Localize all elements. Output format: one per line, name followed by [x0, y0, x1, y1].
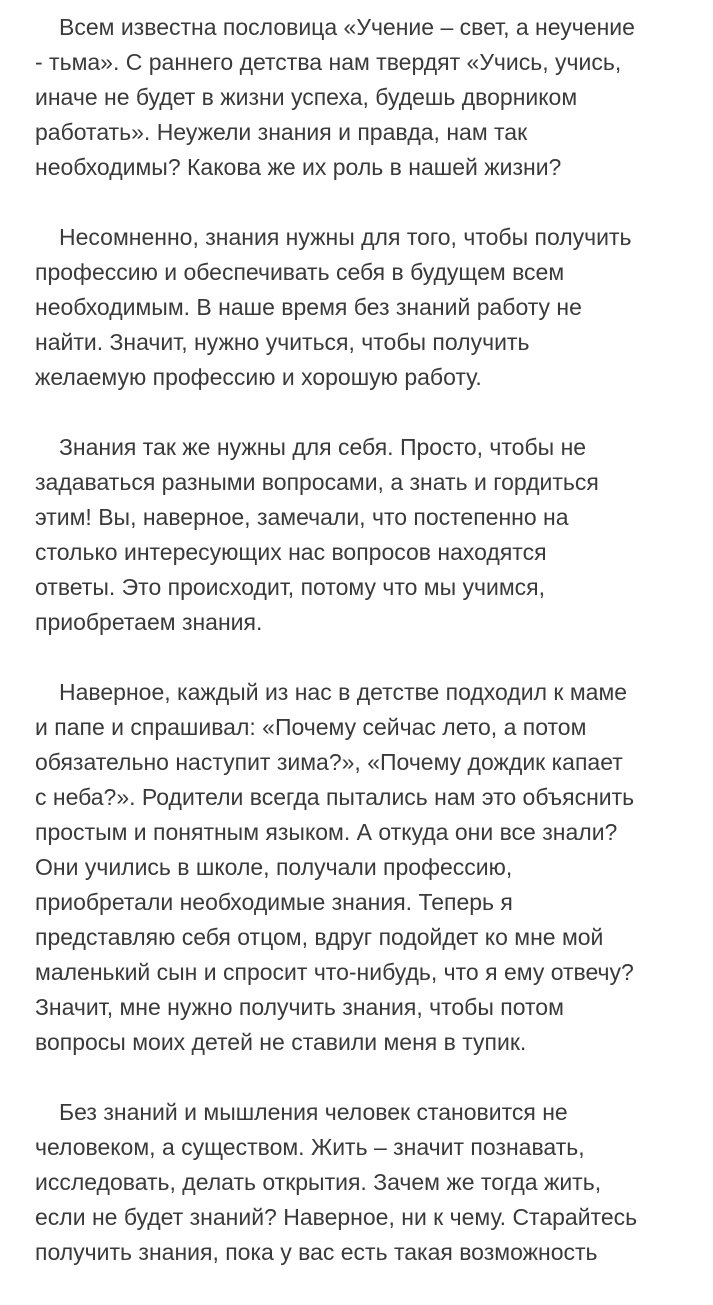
text-line: найти. Значит, нужно учиться, чтобы получить	[35, 329, 530, 355]
text-line: простым и понятным языком. А откуда они все знали?	[35, 819, 618, 845]
text-line: профессию и обеспечивать себя в будущем всем	[35, 259, 565, 285]
document-body	[35, 10, 705, 1305]
text-line: желаемую профессию и хорошую работу.	[35, 364, 482, 390]
text-line: столько интересующих нас вопросов находятся	[35, 539, 547, 565]
text-line: Всем известна пословица «Учение – свет, а неучение	[59, 14, 635, 40]
text-line: вопросы моих детей не ставили меня в тупик.	[35, 1029, 527, 1055]
paragraph-1	[35, 10, 705, 185]
text-line: обязательно наступит зима?», «Почему дождик капает	[35, 749, 623, 775]
text-line: Несомненно, знания нужны для того, чтобы получить	[59, 224, 632, 250]
text-line: ответы. Это происходит, потому что мы учимся,	[35, 574, 546, 600]
text-line: человеком, а существом. Жить – значит познавать,	[35, 1134, 585, 1160]
text-line: представляю себя отцом, вдруг подойдет ко мне мой	[35, 924, 604, 950]
paragraph-4	[35, 675, 705, 1060]
paragraph-2	[35, 220, 705, 395]
text-line: Без знаний и мышления человек становится не	[59, 1099, 568, 1125]
text-line: - тьма». С раннего детства нам твердят «Учись, учись,	[35, 49, 622, 75]
paragraph-3	[35, 430, 705, 640]
text-line: приобретали необходимые знания. Теперь я	[35, 889, 513, 915]
text-line: работать». Неужели знания и правда, нам так	[35, 119, 528, 145]
text-line: Они учились в школе, получали профессию,	[35, 854, 513, 880]
text-line: получить знания, пока у вас есть такая возможность	[35, 1239, 598, 1265]
text-line: Значит, мне нужно получить знания, чтобы потом	[35, 994, 564, 1020]
text-line: приобретаем знания.	[35, 609, 263, 635]
text-line: задаваться разными вопросами, а знать и гордиться	[35, 469, 599, 495]
text-line: маленький сын и спросит что-нибудь, что я ему отвечу?	[35, 959, 634, 985]
text-line: Наверное, каждый из нас в детстве подходил к маме	[59, 679, 628, 705]
text-line: этим! Вы, наверное, замечали, что постепенно на	[35, 504, 569, 530]
paragraph-5	[35, 1095, 705, 1270]
text-line: если не будет знаний? Наверное, ни к чему. Старайтесь	[35, 1204, 638, 1230]
text-line: исследовать, делать открытия. Зачем же тогда жить,	[35, 1169, 602, 1195]
text-line: и папе и спрашивал: «Почему сейчас лето, а потом	[35, 714, 587, 740]
text-line: с неба?». Родители всегда пытались нам это объяснить	[35, 784, 635, 810]
text-line: необходимым. В наше время без знаний работу не	[35, 294, 582, 320]
text-line: иначе не будет в жизни успеха, будешь дворником	[35, 84, 578, 110]
text-line: Знания так же нужны для себя. Просто, чтобы не	[59, 434, 587, 460]
text-line: необходимы? Какова же их роль в нашей жизни?	[35, 154, 562, 180]
